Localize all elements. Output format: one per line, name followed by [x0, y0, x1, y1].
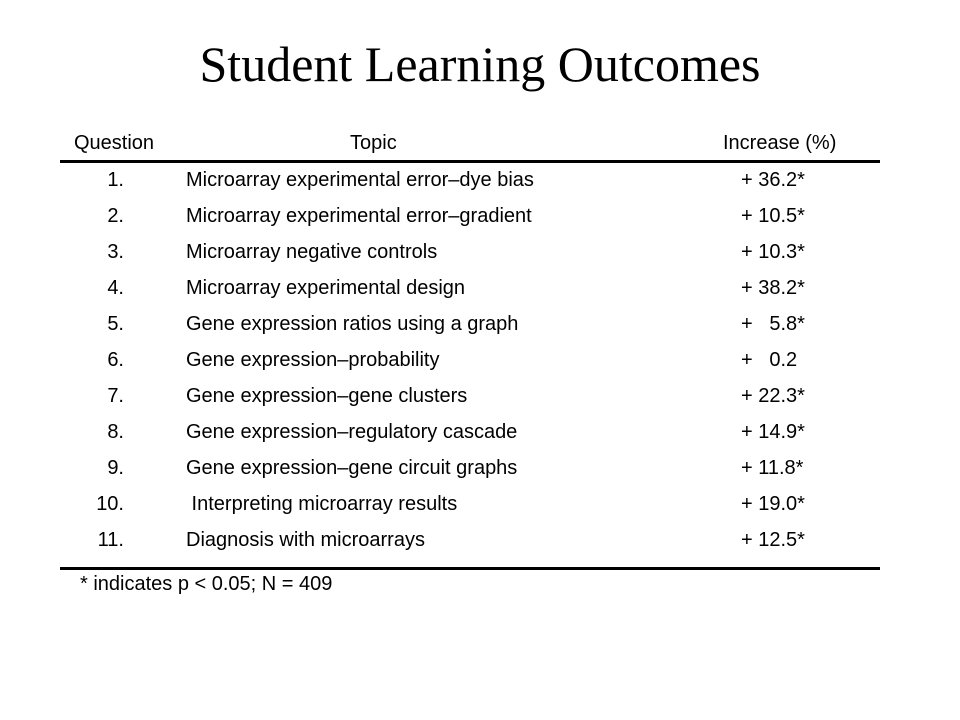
- question-number: 7.: [107, 385, 124, 407]
- increase-cell: + 12.5*: [741, 529, 805, 551]
- question-number: 5.: [107, 313, 124, 335]
- increase-cell: + 22.3*: [741, 385, 805, 407]
- question-number: 3.: [107, 241, 124, 263]
- question-number: 9.: [107, 457, 124, 479]
- outcomes-table: [60, 128, 880, 570]
- header-increase: Increase (%): [723, 132, 837, 154]
- topic-cell: Microarray experimental error–dye bias: [186, 169, 534, 191]
- table-header: [60, 128, 880, 163]
- topic-cell: Interpreting microarray results: [186, 493, 458, 515]
- table-row: [60, 345, 880, 381]
- question-number: 2.: [107, 205, 124, 227]
- table-row: [60, 273, 880, 309]
- topic-cell: Diagnosis with microarrays: [186, 529, 425, 551]
- question-number: 4.: [107, 277, 124, 299]
- topic-cell: Gene expression–regulatory cascade: [186, 421, 518, 443]
- increase-cell: + 38.2*: [741, 277, 805, 299]
- slide-title: Student Learning Outcomes: [199, 36, 761, 92]
- table-row: [60, 489, 880, 525]
- topic-cell: Gene expression–gene circuit graphs: [186, 457, 518, 479]
- question-number: 6.: [107, 349, 124, 371]
- increase-cell: + 10.3*: [741, 241, 805, 263]
- topic-cell: Gene expression–probability: [186, 349, 440, 371]
- table-body: [60, 163, 880, 570]
- increase-cell: + 0.2: [741, 349, 798, 371]
- question-number: 10.: [96, 493, 124, 515]
- question-number: 11.: [97, 529, 124, 551]
- table-row: [60, 381, 880, 417]
- increase-cell: + 19.0*: [741, 493, 805, 515]
- table-row: [60, 165, 880, 201]
- topic-cell: Microarray experimental error–gradient: [186, 205, 532, 227]
- question-number: 1.: [107, 169, 124, 191]
- table-row: [60, 453, 880, 489]
- topic-cell: Microarray experimental design: [186, 277, 466, 299]
- topic-cell: Gene expression–gene clusters: [186, 385, 468, 407]
- increase-cell: + 11.8*: [741, 457, 804, 479]
- increase-cell: + 10.5*: [741, 205, 805, 227]
- topic-cell: Microarray negative controls: [186, 241, 438, 263]
- increase-cell: + 14.9*: [741, 421, 805, 443]
- increase-cell: + 5.8*: [741, 313, 805, 335]
- table-row: [60, 201, 880, 237]
- header-topic: Topic: [350, 132, 397, 154]
- table-row: [60, 417, 880, 453]
- table-row: [60, 237, 880, 273]
- topic-cell: Gene expression ratios using a graph: [186, 313, 519, 335]
- table-row: [60, 309, 880, 345]
- table-row: [60, 525, 880, 561]
- header-question: Question: [74, 132, 155, 154]
- question-number: 8.: [107, 421, 124, 443]
- footnote: * indicates p < 0.05; N = 409: [80, 573, 333, 595]
- increase-cell: + 36.2*: [741, 169, 805, 191]
